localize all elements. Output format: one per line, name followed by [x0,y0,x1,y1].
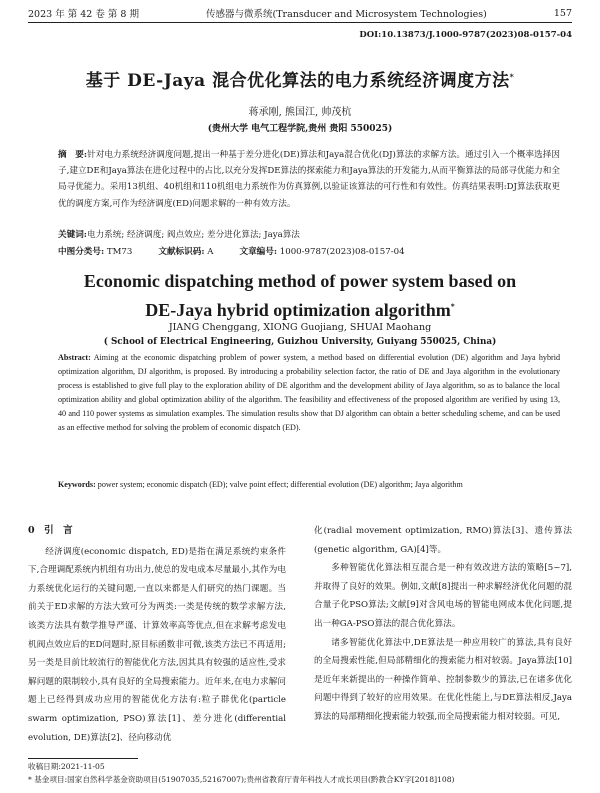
chinese-keywords-label: 关键词: [58,230,87,240]
chinese-abstract-text: 针对电力系统经济调度问题,提出一种基于差分进化(DE)算法和Jaya混合优化(DJ)算法的求解方法。通过引入一个概率选择因子,建立DE和Jaya算法在进化过程中的占比,以充分发挥DE算法的探索能力和Jaya算法的开发能力,从而平衡算法的局部寻优能力和全局寻优能力。采用13机组、40机组和110机组电力系统作为仿真算例,以验证该算法的可行性和有效性。仿真结果表明:DJ算法获取更优的调度方案,可作为经济调度(ED)问题求解的一种有效方法。 [58,150,560,209]
article-number [239,245,404,257]
chinese-affiliation: (贵州大学 电气工程学院,贵州 贵阳 550025) [207,124,393,134]
doi: DOI:10.13873/J.1000-9787(2023)08-0157-04 [359,30,572,40]
chinese-keywords [58,228,560,242]
received-date: 收稿日期:2021-11-05 [28,762,105,771]
english-title-line-2-wrap [28,294,572,323]
chinese-abstract-label: 摘 要: [58,150,88,160]
chinese-title-text: 基于 DE-Jaya 混合优化算法的电力系统经济调度方法 [85,71,510,91]
english-affiliation: ( School of Electrical Engineering, Guizhou University, Guiyang 550025, China) [103,337,497,347]
body-paragraph-continued: 化(radial movement optimization, RMO)算法[3]、遗传算法(genetic algorithm, GA)[4]等。 [314,526,572,555]
issue-info: 2023 年 第 42 卷 第 8 期 [28,9,139,20]
body-paragraph: 多种智能优化算法相互混合是一种有效改进方法的策略[5~7],并取得了良好的效果。例如,文献[8]提出一种求解经济优化问题的混合量子化PSO算法;文献[9]对含风电场的智能电网成本优化问题,提出一种GA-PSO算法的混合优化算法。 [314,563,572,629]
body-left-column [28,522,286,747]
footnote-rule [28,758,138,759]
body-paragraph: 诸多智能优化算法中,DE算法是一种应用较广的算法,具有良好的全局搜索性能,但局部精细化的搜索能力相对较弱。Jaya算法[10]是近年来新提出的一种操作简单、控制参数少的算法,已在诸多优化问题中得到了较好的应用效果。在优化性能上,与DE算法相反,Jaya算法的局部精细化搜索能力较强,而全局搜索能力相对较弱。可见, [314,637,572,722]
english-keywords [58,478,560,492]
article-number-label: 文章编号: [239,247,278,257]
classification-line [58,245,560,257]
english-keywords-text: power system; economic dispatch (ED); valve point effect; differential evolution (DE) algorithm; Jaya algorithm [97,480,463,489]
chinese-abstract [58,147,560,212]
page-number: 157 [553,7,572,19]
english-keywords-label: Keywords: [58,480,96,489]
document-code-value: A [207,247,214,257]
chinese-keywords-text: 电力系统; 经济调度; 阀点效应; 差分进化算法; Jaya算法 [86,230,300,240]
clc-number [58,245,132,257]
english-abstract-label: Abstract: [58,353,91,362]
english-abstract [58,351,560,434]
journal-name: 传感器与微系统(Transducer and Microsystem Technologies) [205,9,487,20]
clc-value: TM73 [106,247,133,257]
body-right-column [314,522,572,727]
running-head [28,5,572,21]
document-code [158,245,213,257]
english-abstract-text: Aiming at the economic dispatching problem of power system, a method based on differential evolution (DE) algorithm and Jaya hybrid optimization algorithm, DJ algorithm, is proposed. By introducing a probability selection factor, the ratio of DE and Jaya algorithm in the evolutionary process is established to give full play to the exploration ability of DE algorithm and the development ability of Jaya algorithm, so as to balance the local optimization ability and global optimization ability of the algorithm. The feasibility and effectiveness of the proposed algorithm are verified by using 13, 40 and 110 power systems as simulation examples. The simulation results show that DJ algorithm can obtain a better scheduling scheme, and can be used as an effective method for solving the problem of economic dispatch (ED). [58,353,561,432]
chinese-authors: 蒋承刚, 熊国江, 帅茂杭 [248,107,352,118]
section-heading: 0 引 言 [28,525,73,536]
fund-mark: * [509,71,515,82]
clc-label: 中图分类号: [58,247,105,257]
chinese-title [28,66,572,91]
header-rule [28,22,572,23]
english-fund-mark: * [450,302,455,311]
body-paragraph: 经济调度(economic dispatch, ED)是指在满足系统约束条件下,合理调配系统内机组有功出力,使总的发电成本尽量最小,其作为电力系统优化运行的关键问题,一直以来都是人们研究的热门课题。当前关于ED求解的方法大致可分为两类:一类是传统的数学求解方法,该类方法具有数学推导严谨、计算效率高等优点,但在求解考虑发电机阀点效应后的ED问题时,原目标函数非可微,该类方法已不再适用;另一类是目前比较流行的智能优化方法,因其具有较强的适应性,受求解问题的限制较小,具有良好的全局搜索能力。近年来,在电力求解问题上已经得到成功应用的智能优化方法有:粒子群优化(particle swarm optimization, PSO)算法[1]、差分进化(differential evolution, DE)算法[2]、径向移动优 [28,546,286,743]
english-authors: JIANG Chenggang, XIONG Guojiang, SHUAI Maohang [168,322,432,333]
english-title-line-1: Economic dispatching method of power system based on [83,271,517,291]
article-number-value: 1000-9787(2023)08-0157-04 [279,247,405,257]
english-title-line-2: DE-Jaya hybrid optimization algorithm [145,300,451,320]
english-title [28,268,572,323]
fund-note: * 基金项目:国家自然科学基金资助项目(51907035,52167007);贵州省教育厅青年科技人才成长项目(黔教合KY字[2018]108) [28,775,455,784]
document-code-label: 文献标识码: [158,247,205,257]
